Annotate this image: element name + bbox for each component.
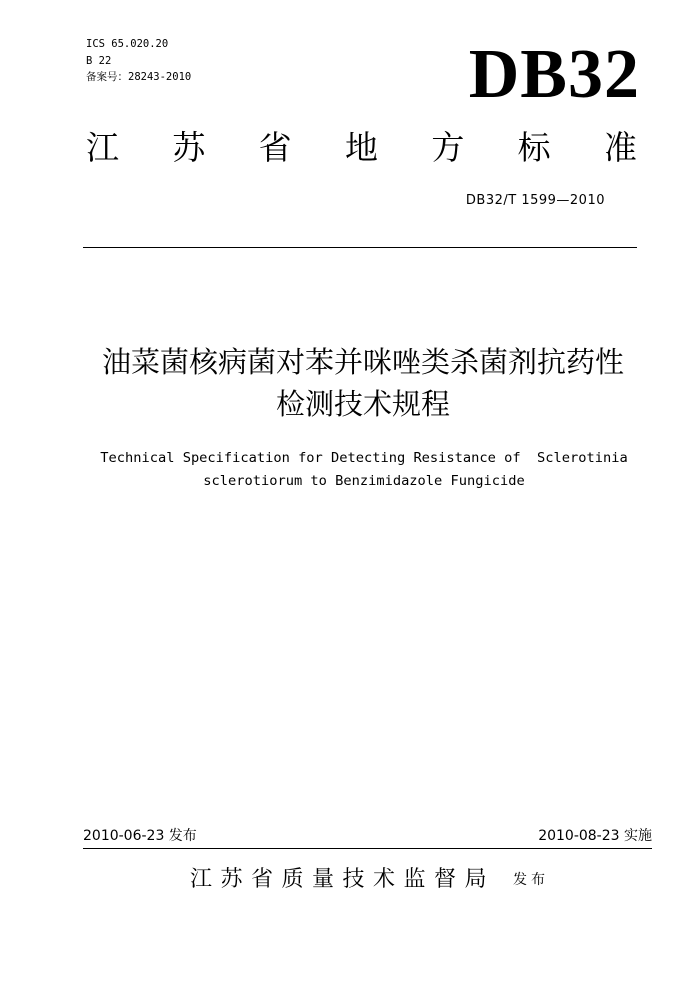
implementation-date: 2010-08-23 实施 xyxy=(538,828,652,844)
issuer-name: 江苏省质量技术监督局 xyxy=(190,867,496,892)
standard-type-char: 地 xyxy=(344,128,378,167)
english-title-line-1: Technical Specification for Detecting Resistance of Sclerotinia xyxy=(100,450,628,466)
standard-type-char: 标 xyxy=(517,128,551,167)
standard-type-char: 方 xyxy=(431,128,465,167)
ccs-code: B 22 xyxy=(86,54,112,67)
standard-type-char: 苏 xyxy=(172,128,206,167)
issuer-line xyxy=(190,866,549,894)
issuer-action: 发布 xyxy=(513,872,550,888)
standard-type-char: 江 xyxy=(86,128,119,167)
standard-type-char: 准 xyxy=(603,128,637,167)
chinese-title xyxy=(78,341,648,425)
issue-date: 2010-06-23 发布 xyxy=(83,828,197,844)
english-title-line-2: sclerotiorum to Benzimidazole Fungicide xyxy=(203,473,525,489)
standard-type-heading xyxy=(86,128,637,168)
record-number: 备案号：28243-2010 xyxy=(86,71,192,83)
english-title xyxy=(64,447,664,493)
standard-type-char: 省 xyxy=(258,128,292,167)
standard-number: DB32/T 1599—2010 xyxy=(465,193,605,208)
chinese-title-line-1: 油菜菌核病菌对苯并咪唑类杀菌剂抗药性 xyxy=(101,345,624,379)
header-divider xyxy=(83,247,637,248)
standard-logo: DB32 xyxy=(468,36,640,113)
footer-divider xyxy=(83,848,652,849)
classification-block xyxy=(86,36,191,86)
chinese-title-line-2: 检测技术规程 xyxy=(275,387,450,421)
ics-code: ICS 65.020.20 xyxy=(86,38,169,50)
